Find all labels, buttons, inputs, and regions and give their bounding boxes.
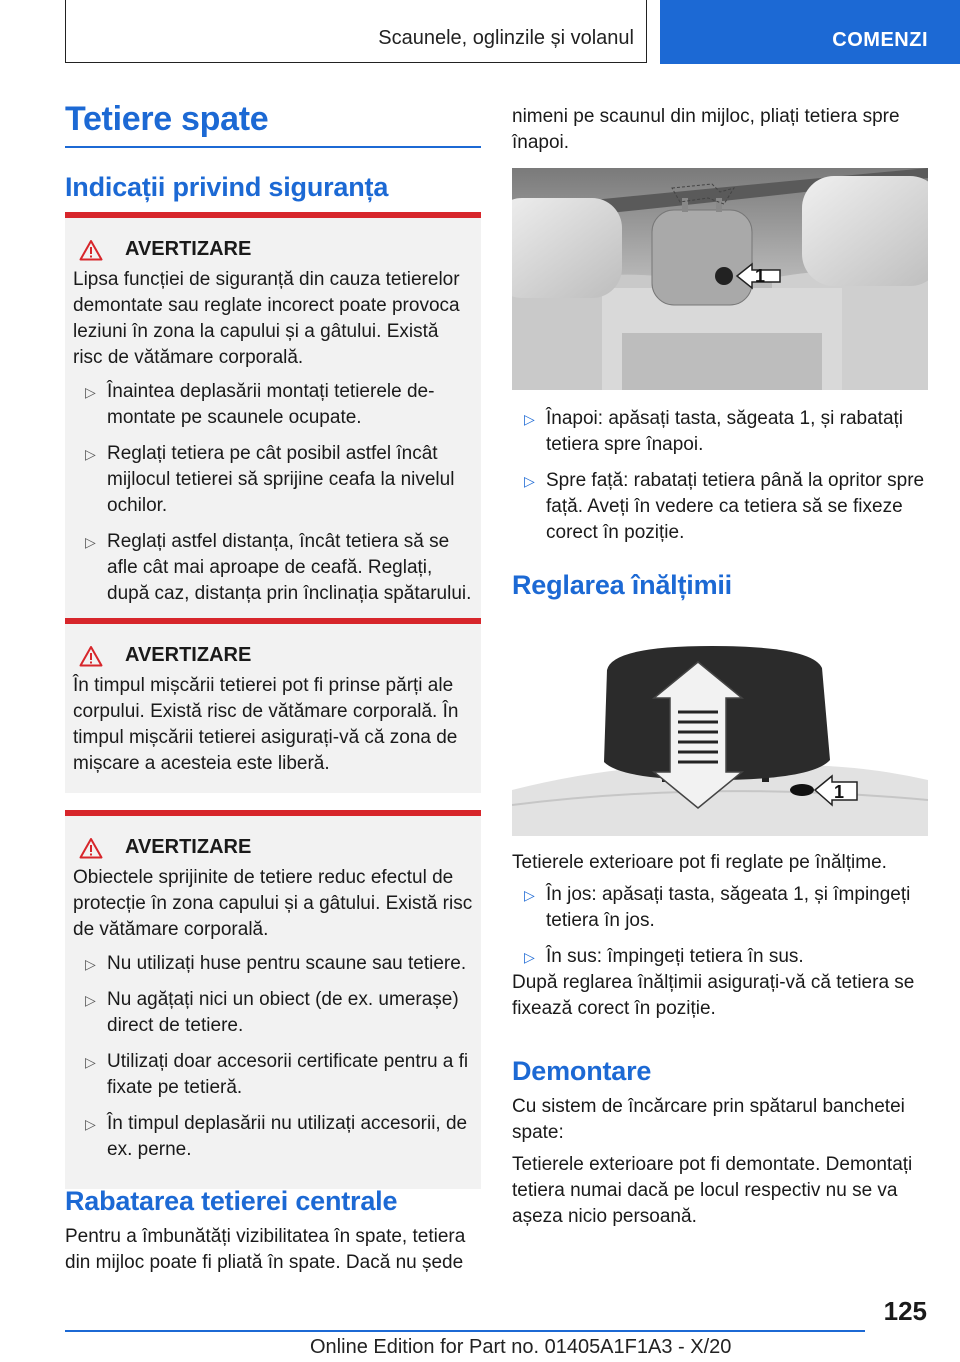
warning-box-2: [65, 618, 481, 793]
warning-label: AVERTIZARE: [125, 644, 252, 666]
height-after: După reglarea înălțimii asigurați-vă că tetiera se fixează corect în poziție.: [512, 972, 915, 1019]
list-item: ▷ Utilizați doar accesorii certificate pentru a fi fixate pe tetieră.: [85, 1051, 469, 1098]
warning-triangle-icon: [79, 837, 103, 859]
center-headrest-illustration: [512, 168, 928, 390]
triangle-bullet-icon: ▷: [85, 992, 96, 1008]
page-header: [0, 0, 960, 66]
fold-instructions: [512, 406, 928, 556]
removal-paragraph-1: Cu sistem de încărcare prin spătarul banchetei spate:: [512, 1096, 905, 1143]
footer-divider: [65, 1330, 865, 1332]
removal-heading: Demontare: [512, 1056, 652, 1086]
warning-list: [73, 379, 473, 607]
callout-number: 1: [834, 782, 845, 802]
triangle-bullet-icon: ▷: [524, 473, 535, 489]
triangle-bullet-icon: ▷: [85, 446, 96, 462]
chapter-tab[interactable]: [660, 0, 960, 64]
list-item: ▷ Reglați astfel distanța, încât tetiera să se afle cât mai aproape de ceafă. Reglați, după caz, distanța prin înclinația spătarului.: [85, 531, 472, 604]
warning-header: [73, 836, 473, 859]
triangle-bullet-icon: ▷: [85, 384, 96, 400]
removal-paragraph-2: Tetierele exterioare pot fi demontate. Demontați tetiera numai dacă pe locul respectiv nu se va așeza nicio persoană.: [512, 1154, 913, 1227]
warning-triangle-icon: [79, 645, 103, 667]
center-headrest-image: [512, 168, 928, 390]
list-item: ▷ Spre față: rabatați tetiera până la opritor spre față. Aveți în vedere ca tetiera să se fixeze corect în poziție.: [524, 470, 925, 543]
warning-box-3: [65, 810, 481, 1189]
height-heading: Reglarea înălțimii: [512, 570, 732, 600]
height-adjust-illustration: [512, 640, 928, 836]
list-item: ▷ Înapoi: apăsați tasta, săgeata 1, și rabatați tetiera spre înapoi.: [524, 408, 904, 455]
list-item: ▷ Nu agățați nici un obiect (de ex. umerașe) direct de tetiere.: [85, 989, 459, 1036]
warning-text: În timpul mișcării tetierei pot fi prinse părți ale corpului. Există risc de vătămare corporală. În timpul mișcării tetierei asigurați-vă că zona de mișcare a acesteia este liberă.: [73, 675, 459, 774]
list-item: ▷ În timpul deplasării nu utilizați accesorii, de ex. perne.: [85, 1113, 468, 1160]
list-item: ▷ Înaintea deplasării montați tetierele demontate pe scaunele ocupate.: [85, 381, 435, 428]
section-title-box: [65, 0, 647, 63]
list-item: ▷ Nu utilizați huse pentru scaune sau tetiere.: [73, 951, 473, 977]
list-item: ▷ Reglați tetiera pe cât posibil astfel încât mijlocul tetierei să sprijine ceafa la nivelul ochilor.: [85, 443, 455, 516]
fold-paragraph-continued: nimeni pe scaunul din mijloc, pliați tetiera spre înapoi.: [512, 106, 900, 153]
fold-heading: Rabatarea tetierei centrale: [65, 1186, 398, 1216]
edition-note: Online Edition for Part no. 01405A1F1A3 - X/20: [310, 1336, 732, 1358]
triangle-bullet-icon: ▷: [524, 411, 535, 427]
page-title: Tetiere spate: [65, 100, 269, 138]
triangle-bullet-icon: ▷: [85, 534, 96, 550]
warning-text: Obiectele sprijinite de tetiere reduc efectul de protecție în zona capului și a gâtului. Există risc de vătămare corporală.: [73, 867, 473, 940]
warning-header: [73, 644, 473, 667]
triangle-bullet-icon: ▷: [85, 1116, 96, 1132]
height-instructions: [512, 882, 928, 980]
warning-triangle-icon: [79, 239, 103, 261]
title-divider: [65, 146, 481, 148]
warning-box-1: [65, 212, 481, 633]
safety-heading: Indicații privind siguranța: [65, 172, 389, 202]
triangle-bullet-icon: ▷: [85, 956, 96, 972]
height-adjust-image: [512, 640, 928, 836]
list-item: ▷ În jos: apăsați tasta, săgeata 1, și împingeți tetiera în jos.: [524, 884, 911, 931]
warning-label: AVERTIZARE: [125, 836, 252, 858]
warning-list: [73, 951, 473, 1163]
page-number: 125: [883, 1296, 927, 1326]
warning-label: AVERTIZARE: [125, 238, 252, 260]
height-intro: Tetierele exterioare pot fi reglate pe înălțime.: [512, 852, 887, 873]
fold-paragraph: Pentru a îmbunătăți vizibilitatea în spate, tetiera din mijloc poate fi pliată în spate. Dacă nu șede: [65, 1226, 466, 1273]
triangle-bullet-icon: ▷: [524, 949, 535, 965]
callout-number: 1: [755, 266, 766, 286]
chapter-label: COMENZI: [832, 29, 928, 51]
section-title: Scaunele, oglinzile și volanul: [378, 27, 634, 49]
list-item: ▷ În sus: împingeți tetiera în sus.: [512, 944, 928, 970]
triangle-bullet-icon: ▷: [85, 1054, 96, 1070]
triangle-bullet-icon: ▷: [524, 887, 535, 903]
warning-header: [73, 238, 473, 261]
warning-text: Lipsa funcției de siguranță din cauza tetierelor demontate sau reglate incorect poate provoca leziuni în zona la capului și a gâtului. Există risc de vătămare corporală.: [73, 269, 460, 368]
